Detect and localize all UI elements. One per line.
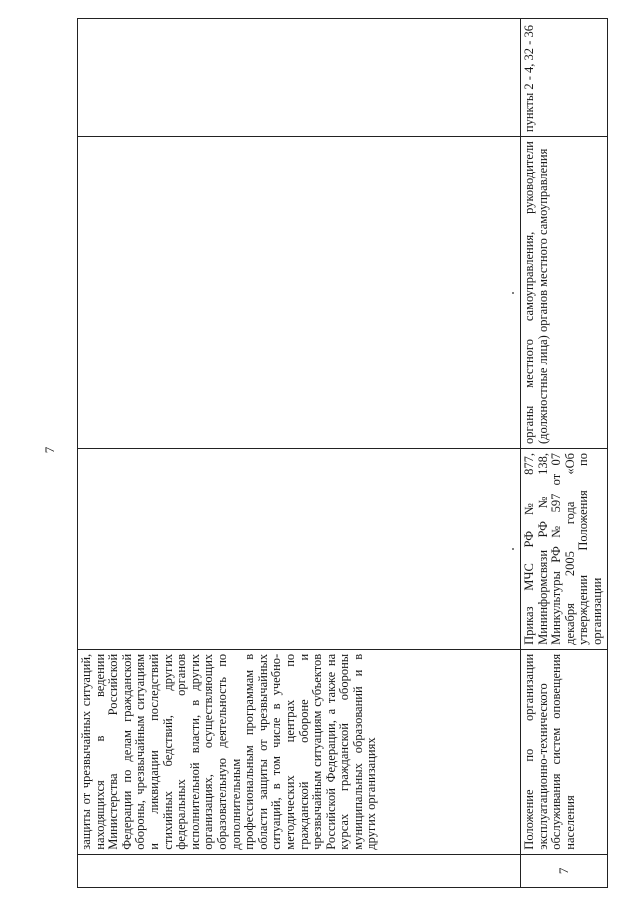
page-number: 7: [42, 446, 57, 454]
row-number-cell: [78, 854, 521, 887]
subjects-cell: [78, 137, 521, 449]
requirements-table: [77, 18, 608, 888]
table-row: [521, 19, 608, 888]
scan-dot: [512, 292, 514, 294]
legal-act-cell: Приказ МЧС РФ № 877, Мининформсвязи РФ № 138, Минкультуры РФ № 597 от 07 декабря 2005 года «Об утверждении Положения по организации: [521, 448, 608, 649]
legal-act-cell: [78, 448, 521, 649]
document-name-cell: Положение по организации эксплуатационно-технического обслуживания систем оповещения населения: [521, 649, 608, 854]
row-number-cell: 7: [521, 854, 608, 887]
points-cell: [78, 19, 521, 137]
subjects-cell: органы местного самоуправления, руководители (должностные лица) органов местного самоуправления: [521, 137, 608, 449]
document-name-cell: защиты от чрезвычайных ситуаций, находящихся в ведении Министерства Российской Федерации по делам гражданской обороны, чрезвычайным ситуациям и ликвидации последствий стихийных бедствий, других федеральных органов исполнительной власти, в других организациях, осуществляющих образовательную деятельность по дополнительным профессиональным программам в области защиты от чрезвычайных ситуаций, в том числе в учебно-методических центрах по гражданской обороне и чрезвычайным ситуациям субъектов Российской Федерации, а также на курсах гражданской обороны муниципальных образований и в других организациях: [78, 649, 521, 854]
points-cell: пункты 2 - 4, 32 - 36: [521, 19, 608, 137]
rotated-table-container: [77, 18, 607, 888]
table-row: [78, 19, 521, 888]
scan-dot: [512, 548, 514, 550]
